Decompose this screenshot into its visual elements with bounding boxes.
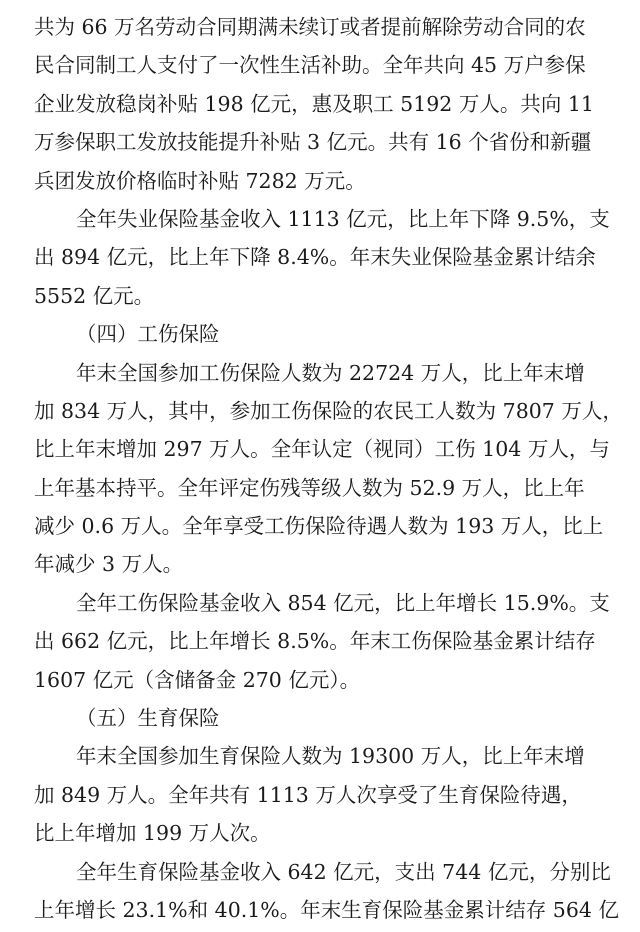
paragraph-line: 加 834 万人，其中，参加工伤保险的农民工人数为 7807 万人， (34, 399, 623, 423)
paragraph-line: 年末全国参加生育保险人数为 19300 万人，比上年末增 (76, 744, 585, 768)
paragraph-line: 加 849 万人。全年共有 1113 万人次享受了生育保险待遇， (34, 783, 582, 807)
paragraph-line: 民合同制工人支付了一次性生活补助。全年共向 45 万户参保 (34, 53, 586, 77)
paragraph-line: 全年工伤保险基金收入 854 亿元，比上年增长 15.9%。支 (76, 591, 610, 615)
paragraph-line: 1607 亿元（含储备金 270 亿元）。 (34, 668, 361, 692)
paragraph-line: 出 662 亿元，比上年增长 8.5%。年末工伤保险基金累计结存 (34, 629, 596, 653)
section-heading: （五）生育保险 (76, 706, 220, 730)
section-heading: （四）工伤保险 (76, 322, 220, 346)
paragraph-line: 年减少 3 万人。 (34, 552, 184, 576)
paragraph-line: 企业发放稳岗补贴 198 亿元，惠及职工 5192 万人。共向 11 (34, 92, 594, 116)
paragraph-line: 兵团发放价格临时补贴 7282 万元。 (34, 169, 366, 193)
paragraph-line: 比上年末增加 297 万人。全年认定（视同）工伤 104 万人，与 (34, 437, 610, 461)
paragraph-line: 共为 66 万名劳动合同期满未续订或者提前解除劳动合同的农 (34, 15, 586, 39)
paragraph-line: 比上年增加 199 万人次。 (34, 821, 271, 845)
paragraph-line: 年末全国参加工伤保险人数为 22724 万人，比上年末增 (76, 361, 585, 385)
paragraph-line: 全年失业保险基金收入 1113 亿元，比上年下降 9.5%，支 (76, 207, 610, 231)
paragraph-line: 减少 0.6 万人。全年享受工伤保险待遇人数为 193 万人，比上 (34, 514, 604, 538)
paragraph-line: 上年基本持平。全年评定伤残等级人数为 52.9 万人，比上年 (34, 476, 585, 500)
paragraph-line: 上年增长 23.1%和 40.1%。年末生育保险基金累计结存 564 亿 (34, 898, 619, 922)
paragraph-line: 全年生育保险基金收入 642 亿元，支出 744 亿元，分别比 (76, 860, 611, 884)
paragraph-line: 5552 亿元。 (34, 284, 155, 308)
paragraph-line: 万参保职工发放技能提升补贴 3 亿元。共有 16 个省份和新疆 (34, 130, 592, 154)
paragraph-line: 出 894 亿元，比上年下降 8.4%。年末失业保险基金累计结余 (34, 245, 596, 269)
